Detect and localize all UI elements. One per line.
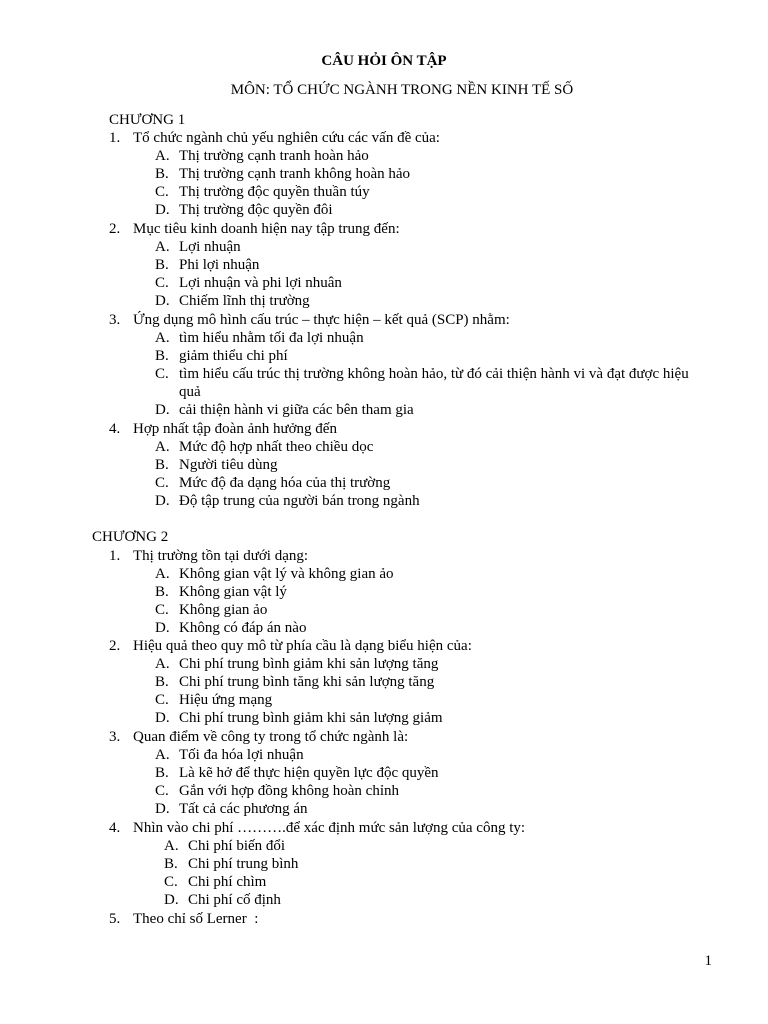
option-text: Thị trường độc quyền đôi [179,202,333,218]
option [155,365,695,401]
question-text: Hợp nhất tập đoàn ảnh hưởng đến [133,421,337,437]
option [155,274,695,292]
option [155,147,695,165]
option-text: Không gian vật lý [179,584,287,600]
option-label: D. [155,293,170,309]
option-label: A. [155,239,170,255]
question-number: 3. [109,729,121,745]
option-list [155,746,695,818]
option-text: Chi phí chìm [188,874,267,890]
question-number: 1. [109,130,121,146]
option-list [155,565,695,637]
option-label: A. [155,330,170,346]
option-label: B. [155,584,169,600]
option [155,183,695,201]
question-number: 1. [109,548,121,564]
option [155,709,695,727]
option-text: Không gian vật lý và không gian ảo [179,566,394,582]
option [155,673,695,691]
option-label: A. [155,439,170,455]
option [155,565,695,583]
option [164,855,704,873]
option-text: Phi lợi nhuận [179,257,260,273]
option-label: B. [155,348,169,364]
option [155,347,695,365]
option-label: C. [155,366,169,382]
question-text: Quan điểm về công ty trong tổ chức ngành là: [133,729,409,745]
option-text: Chi phí trung bình giảm khi sản lượng tăng [179,656,439,672]
question-number: 5. [109,911,121,927]
option-label: D. [155,710,170,726]
option [155,492,695,510]
question-text: Mục tiêu kinh doanh hiện nay tập trung đến: [133,221,400,237]
option-label: B. [155,765,169,781]
option [155,655,695,673]
question-number: 4. [109,421,121,437]
option-text: Mức độ hợp nhất theo chiều dọc [179,439,374,455]
option-label: A. [155,566,170,582]
question-number: 2. [109,638,121,654]
option [155,800,695,818]
option [155,292,695,310]
option-text: Hiệu ứng mạng [179,692,273,708]
option [155,583,695,601]
option-text: Thị trường cạnh tranh không hoàn hảo [179,166,411,182]
option [155,438,695,456]
option-text: tìm hiểu cấu trúc thị trường không hoàn hảo, từ đó cải thiện hành vi và đạt được hiệu quả [179,366,689,400]
option-label: D. [155,801,170,817]
option-list [164,837,704,909]
option [155,201,695,219]
option-text: cải thiện hành vi giữa các bên tham gia [179,402,414,418]
option [164,873,704,891]
question-text: Nhìn vào chi phí ……….để xác định mức sản lượng của công ty: [133,820,526,836]
option-label: C. [155,475,169,491]
option [155,691,695,709]
option-label: D. [155,620,170,636]
option-label: D. [155,493,170,509]
option-text: Mức độ đa dạng hóa của thị trường [179,475,391,491]
option-text: Không gian ảo [179,602,268,618]
option-label: C. [155,275,169,291]
option [155,456,695,474]
option-label: D. [155,202,170,218]
question-text: Ứng dụng mô hình cấu trúc – thực hiện – kết quả (SCP) nhằm: [133,312,510,328]
option-label: B. [155,457,169,473]
option-text: Là kẽ hở để thực hiện quyền lực độc quyền [179,765,439,781]
option-label: A. [155,747,170,763]
option-label: B. [155,166,169,182]
option-text: Chiếm lĩnh thị trường [179,293,310,309]
option-label: C. [155,602,169,618]
option [155,165,695,183]
question-number: 2. [109,221,121,237]
option [155,474,695,492]
option-label: C. [155,692,169,708]
chapter-heading: CHƯƠNG 1 [109,112,186,128]
option-text: Chi phí trung bình [188,856,299,872]
document-title: CÂU HỎI ÔN TẬP [321,53,447,69]
option-text: Người tiêu dùng [179,457,278,473]
question-text: Thị trường tồn tại dưới dạng: [133,548,309,564]
option-label: C. [155,184,169,200]
option-text: Tất cả các phương án [179,801,308,817]
option [155,782,695,800]
option [155,601,695,619]
option-label: C. [164,874,178,890]
option-text: giảm thiểu chi phí [179,348,288,364]
option [155,401,695,419]
option-text: Thị trường độc quyền thuần túy [179,184,370,200]
page-number: 1 [704,953,712,969]
option-text: Chi phí biến đổi [188,838,286,854]
option-label: B. [155,257,169,273]
option-text: tìm hiểu nhằm tối đa lợi nhuận [179,330,364,346]
option [155,619,695,637]
option-label: A. [164,838,179,854]
option-text: Gắn với hợp đồng không hoàn chỉnh [179,783,400,799]
option [155,256,695,274]
document-subtitle: MÔN: TỔ CHỨC NGÀNH TRONG NỀN KINH TẾ SỐ [230,82,574,98]
option-label: C. [155,783,169,799]
chapter-heading: CHƯƠNG 2 [92,529,169,545]
question-number: 4. [109,820,121,836]
question-number: 3. [109,312,121,328]
option-text: Không có đáp án nào [179,620,307,636]
option-label: A. [155,656,170,672]
option-list [155,655,695,727]
option-list [155,438,695,510]
option-text: Chi phí cố định [188,892,281,908]
option-label: B. [164,856,178,872]
question-text: Theo chỉ số Lerner : [133,911,259,927]
option-label: B. [155,674,169,690]
option [155,764,695,782]
option [164,837,704,855]
option [155,329,695,347]
option-list [155,238,695,310]
option [164,891,704,909]
option-text: Lợi nhuận và phi lợi nhuân [179,275,342,291]
option-label: D. [155,402,170,418]
option [155,746,695,764]
option-label: A. [155,148,170,164]
question-text: Tổ chức ngành chủ yếu nghiên cứu các vấn đề của: [133,130,440,146]
option-text: Chi phí trung bình giảm khi sản lượng giảm [179,710,443,726]
question-text: Hiệu quả theo quy mô từ phía cầu là dạng biểu hiện của: [133,638,472,654]
option [155,238,695,256]
option-text: Thị trường cạnh tranh hoàn hảo [179,148,369,164]
option-list [155,147,695,219]
option-label: D. [164,892,179,908]
option-list [155,329,695,419]
option-text: Độ tập trung của người bán trong ngành [179,493,420,509]
option-text: Chi phí trung bình tăng khi sản lượng tăng [179,674,435,690]
option-text: Tối đa hóa lợi nhuận [179,747,304,763]
option-text: Lợi nhuận [179,239,241,255]
